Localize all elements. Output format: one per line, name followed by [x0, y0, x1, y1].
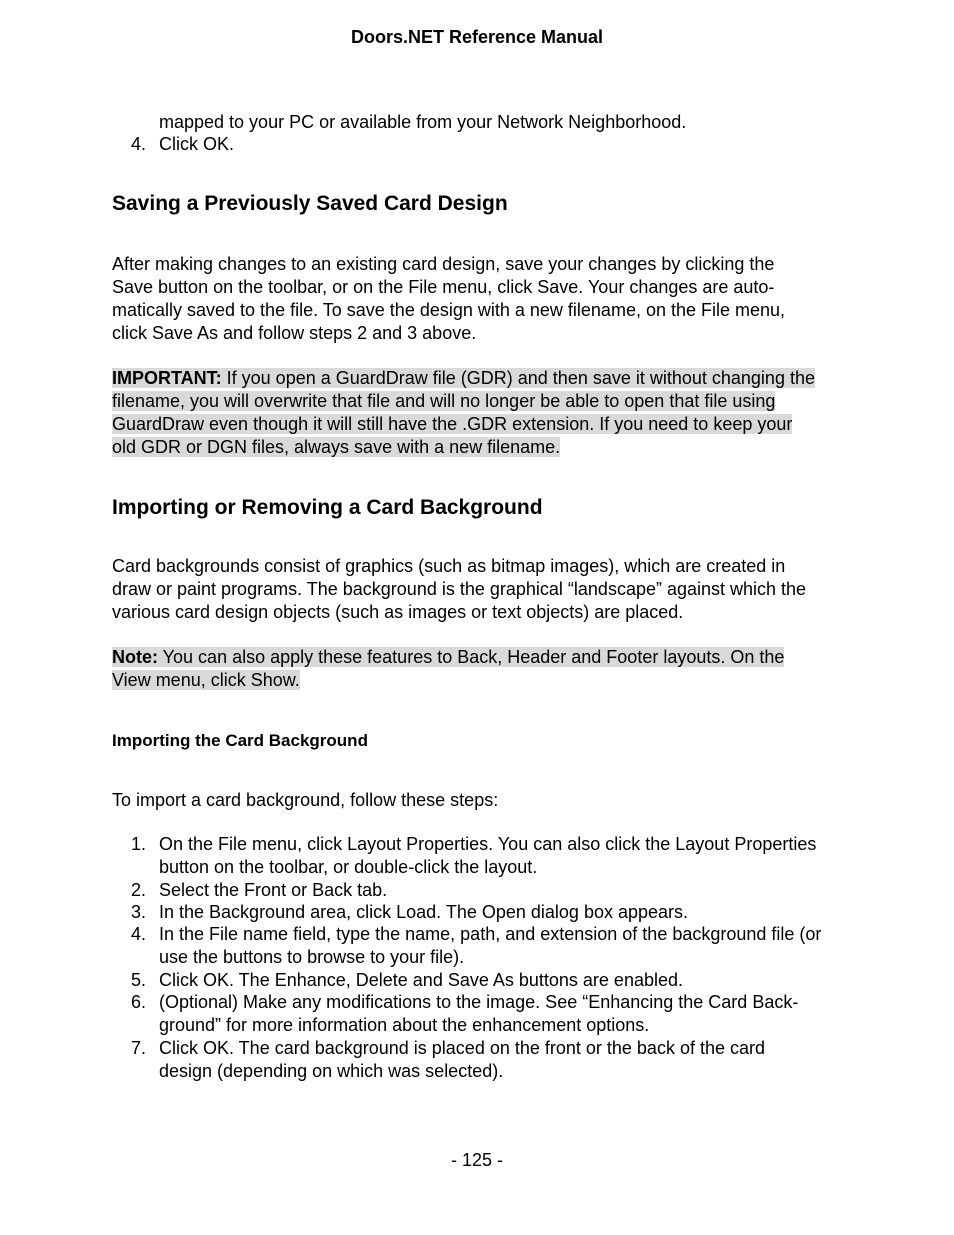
important-callout-line [112, 413, 792, 436]
step-number: 3. [131, 902, 147, 922]
note-callout-line [112, 646, 784, 669]
step-text: In the Background area, click Load. The Open dialog box appears. [159, 902, 689, 922]
step-number: 4. [131, 134, 147, 154]
paragraph-line: Card backgrounds consist of graphics (such as bitmap images), which are created in [112, 556, 786, 576]
step-number: 5. [131, 970, 147, 990]
step-text: Select the Front or Back tab. [159, 880, 388, 900]
step-text: design (depending on which was selected). [159, 1061, 504, 1081]
paragraph-line: matically saved to the file. To save the design with a new filename, on the File menu, [112, 300, 786, 320]
step-text: On the File menu, click Layout Properties. You can also click the Layout Properties [159, 834, 817, 854]
paragraph-line: Save button on the toolbar, or on the File menu, click Save. Your changes are auto- [112, 277, 775, 297]
step-text: (Optional) Make any modifications to the image. See “Enhancing the Card Back- [159, 992, 799, 1012]
important-callout-line [112, 390, 775, 413]
paragraph-line: click Save As and follow steps 2 and 3 above. [112, 323, 477, 343]
page-number: - 125 - [450, 1150, 504, 1170]
step-number: 4. [131, 924, 147, 944]
step-text: Click OK. [159, 134, 235, 154]
note-callout-line [112, 669, 300, 692]
important-text: GuardDraw even though it will still have the .GDR extension. If you need to keep your [112, 414, 793, 434]
page-header-title: Doors.NET Reference Manual [350, 27, 604, 47]
note-text: View menu, click Show. [112, 670, 300, 690]
important-text: filename, you will overwrite that file and will no longer be able to open that file using [112, 391, 776, 411]
important-callout-line [112, 436, 560, 459]
step-text: ground” for more information about the enhancement options. [159, 1015, 650, 1035]
step-number: 7. [131, 1038, 147, 1058]
step-number: 2. [131, 880, 147, 900]
step-text: use the buttons to browse to your file). [159, 947, 465, 967]
important-text: old GDR or DGN files, always save with a new filename. [112, 437, 561, 457]
paragraph-line: After making changes to an existing card design, save your changes by clicking the [112, 254, 775, 274]
important-label: IMPORTANT: [112, 368, 222, 388]
step-text: Click OK. The card background is placed on the front or the back of the card [159, 1038, 765, 1058]
steps-intro: To import a card background, follow these steps: [112, 790, 499, 810]
section-heading-saving: Saving a Previously Saved Card Design [112, 192, 508, 215]
note-text: You can also apply these features to Back, Header and Footer layouts. On the [158, 647, 785, 667]
paragraph-line: draw or paint programs. The background is the graphical “landscape” against which the [112, 579, 807, 599]
continued-line: mapped to your PC or available from your Network Neighborhood. [159, 112, 687, 132]
important-callout-line [112, 367, 815, 390]
step-text: In the File name field, type the name, path, and extension of the background file (or [159, 924, 822, 944]
step-text: button on the toolbar, or double-click the layout. [159, 857, 538, 877]
note-label: Note: [112, 647, 158, 667]
step-number: 6. [131, 992, 147, 1012]
important-text: If you open a GuardDraw file (GDR) and then save it without changing the [221, 368, 815, 388]
subsection-heading: Importing the Card Background [112, 731, 368, 750]
step-number: 1. [131, 834, 147, 854]
paragraph-line: various card design objects (such as images or text objects) are placed. [112, 602, 684, 622]
step-text: Click OK. The Enhance, Delete and Save As buttons are enabled. [159, 970, 683, 990]
section-heading-importing: Importing or Removing a Card Background [112, 496, 543, 519]
